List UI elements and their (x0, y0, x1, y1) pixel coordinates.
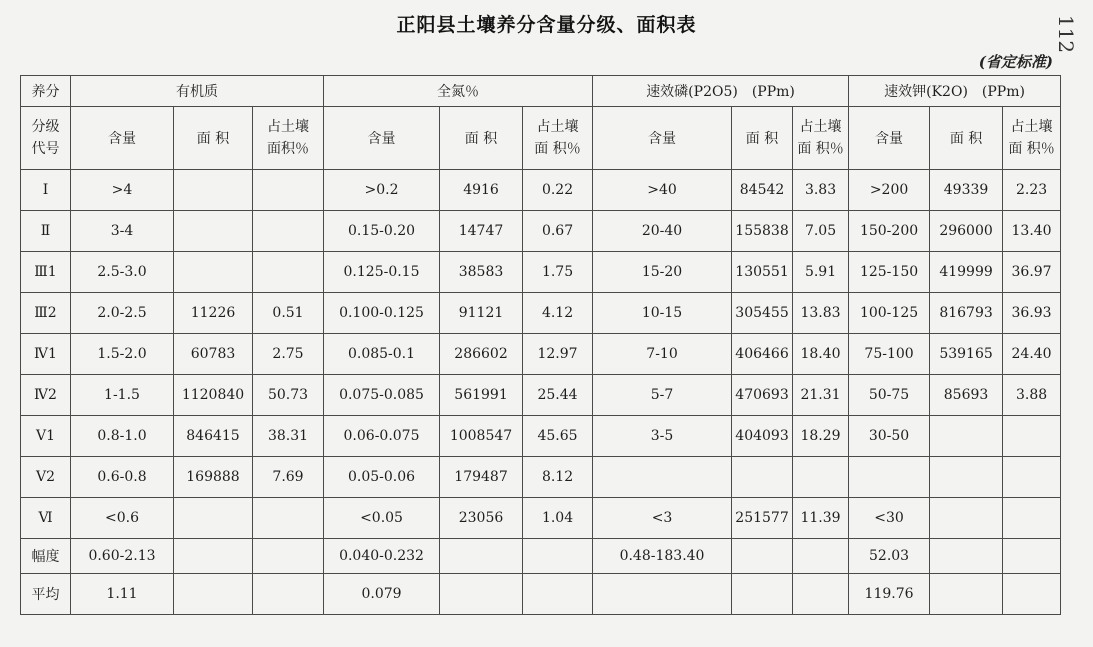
phosphorus-percent-line-1: 占土壤 (799, 119, 842, 135)
potassium-percent-line-2: 面 积％ (1008, 141, 1055, 157)
nitrogen-range: 0.040-0.232 (324, 539, 440, 574)
phosphorus-percent: 13.83 (793, 293, 849, 334)
nitrogen-percent: 12.97 (523, 334, 593, 375)
empty-cell (793, 574, 849, 615)
nitrogen-content: >0.2 (324, 170, 440, 211)
organic-percent-line-1: 占土壤 (267, 119, 309, 135)
potassium-area: 85693 (930, 375, 1003, 416)
nitrogen-content: 0.075-0.085 (324, 375, 440, 416)
phosphorus-percent: 21.31 (793, 375, 849, 416)
phosphorus-area: 155838 (732, 211, 793, 252)
empty-cell (523, 539, 593, 574)
potassium-content: 30-50 (849, 416, 930, 457)
organic-content: 2.5-3.0 (71, 252, 174, 293)
potassium-percent: 13.40 (1003, 211, 1061, 252)
phosphorus-range: 0.48-183.40 (593, 539, 732, 574)
potassium-area: 419999 (930, 252, 1003, 293)
organic-percent (253, 170, 324, 211)
page-number: 112 (1053, 14, 1078, 54)
phosphorus-content: >40 (593, 170, 732, 211)
organic-area: 169888 (174, 457, 253, 498)
empty-cell (174, 539, 253, 574)
phosphorus-area: 130551 (732, 252, 793, 293)
nitrogen-content: 0.15-0.20 (324, 211, 440, 252)
potassium-content: 100-125 (849, 293, 930, 334)
phosphorus-percent: 18.29 (793, 416, 849, 457)
potassium-percent: 24.40 (1003, 334, 1061, 375)
empty-cell (930, 539, 1003, 574)
organic-content: 1-1.5 (71, 375, 174, 416)
organic-area-header: 面 积 (174, 107, 253, 170)
nitrogen-average: 0.079 (324, 574, 440, 615)
potassium-content: >200 (849, 170, 930, 211)
nitrogen-content: 0.125-0.15 (324, 252, 440, 293)
nitrogen-area: 179487 (440, 457, 523, 498)
potassium-area-header: 面 积 (930, 107, 1003, 170)
grade-code: Ⅰ (21, 170, 71, 211)
nitrogen-percent-line-1: 占土壤 (536, 119, 579, 135)
group-header-phosphorus: 速效磷(P2O5) (PPm) (593, 76, 849, 107)
nitrogen-percent: 4.12 (523, 293, 593, 334)
empty-cell (253, 574, 324, 615)
nitrogen-percent-header (523, 107, 593, 170)
organic-percent: 0.51 (253, 293, 324, 334)
potassium-average: 119.76 (849, 574, 930, 615)
table-row (21, 170, 1061, 211)
standard-note: (省定标准) (978, 53, 1053, 71)
table-row (21, 211, 1061, 252)
organic-area (174, 498, 253, 539)
nitrogen-percent: 1.75 (523, 252, 593, 293)
nitrogen-area: 286602 (440, 334, 523, 375)
organic-percent-line-2: 面积％ (267, 141, 309, 157)
code-header-top: 养分 (21, 76, 71, 107)
phosphorus-area: 251577 (732, 498, 793, 539)
empty-cell (930, 574, 1003, 615)
organic-percent (253, 498, 324, 539)
potassium-area (930, 498, 1003, 539)
organic-range: 0.60-2.13 (71, 539, 174, 574)
organic-content: >4 (71, 170, 174, 211)
table-row (21, 457, 1061, 498)
empty-cell (440, 574, 523, 615)
nitrogen-percent: 25.44 (523, 375, 593, 416)
phosphorus-area-header: 面 积 (732, 107, 793, 170)
group-header-organic: 有机质 (71, 76, 324, 107)
header-row-columns (21, 107, 1061, 170)
phosphorus-area: 305455 (732, 293, 793, 334)
nitrogen-area: 1008547 (440, 416, 523, 457)
potassium-area: 296000 (930, 211, 1003, 252)
empty-cell (523, 574, 593, 615)
phosphorus-area: 404093 (732, 416, 793, 457)
nitrogen-area: 23056 (440, 498, 523, 539)
nitrogen-area: 91121 (440, 293, 523, 334)
potassium-percent-line-1: 占土壤 (1010, 119, 1053, 135)
grade-code: Ⅳ1 (21, 334, 71, 375)
potassium-range: 52.03 (849, 539, 930, 574)
potassium-content: 125-150 (849, 252, 930, 293)
grade-code: Ⅵ (21, 498, 71, 539)
grade-code: Ⅱ (21, 211, 71, 252)
nitrogen-area: 14747 (440, 211, 523, 252)
phosphorus-content: 5-7 (593, 375, 732, 416)
header-row-groups (21, 76, 1061, 107)
phosphorus-percent-line-2: 面 积％ (797, 141, 844, 157)
phosphorus-area: 470693 (732, 375, 793, 416)
nitrogen-percent: 45.65 (523, 416, 593, 457)
organic-content: 3-4 (71, 211, 174, 252)
average-label: 平均 (21, 574, 71, 615)
grade-code: Ⅲ1 (21, 252, 71, 293)
phosphorus-percent (793, 457, 849, 498)
grade-code: Ⅴ2 (21, 457, 71, 498)
organic-content: 0.6-0.8 (71, 457, 174, 498)
organic-percent: 50.73 (253, 375, 324, 416)
empty-cell (253, 539, 324, 574)
potassium-percent: 36.97 (1003, 252, 1061, 293)
potassium-percent: 36.93 (1003, 293, 1061, 334)
table-row (21, 293, 1061, 334)
code-header-line-2: 代号 (31, 141, 60, 157)
grade-code: Ⅴ1 (21, 416, 71, 457)
potassium-area: 816793 (930, 293, 1003, 334)
grade-code: Ⅳ2 (21, 375, 71, 416)
organic-area (174, 211, 253, 252)
potassium-area (930, 457, 1003, 498)
table-row (21, 252, 1061, 293)
group-header-nitrogen: 全氮％ (324, 76, 593, 107)
potassium-area: 49339 (930, 170, 1003, 211)
nitrogen-area: 38583 (440, 252, 523, 293)
nitrogen-percent: 1.04 (523, 498, 593, 539)
group-header-potassium: 速效钾(K2O) (PPm) (849, 76, 1061, 107)
organic-content: 0.8-1.0 (71, 416, 174, 457)
phosphorus-area (732, 457, 793, 498)
potassium-area (930, 416, 1003, 457)
organic-content: 2.0-2.5 (71, 293, 174, 334)
range-label: 幅度 (21, 539, 71, 574)
empty-cell (1003, 539, 1061, 574)
potassium-percent: 2.23 (1003, 170, 1061, 211)
phosphorus-content: 7-10 (593, 334, 732, 375)
potassium-content: 75-100 (849, 334, 930, 375)
table-row (21, 375, 1061, 416)
nitrogen-percent: 8.12 (523, 457, 593, 498)
phosphorus-content: 3-5 (593, 416, 732, 457)
potassium-content: <30 (849, 498, 930, 539)
phosphorus-content-header: 含量 (593, 107, 732, 170)
organic-area: 1120840 (174, 375, 253, 416)
organic-percent: 38.31 (253, 416, 324, 457)
potassium-percent: 3.88 (1003, 375, 1061, 416)
average-row (21, 574, 1061, 615)
table-row (21, 334, 1061, 375)
potassium-content-header: 含量 (849, 107, 930, 170)
organic-content-header: 含量 (71, 107, 174, 170)
code-header (21, 107, 71, 170)
phosphorus-percent: 11.39 (793, 498, 849, 539)
phosphorus-area: 406466 (732, 334, 793, 375)
range-row (21, 539, 1061, 574)
organic-area: 846415 (174, 416, 253, 457)
phosphorus-content: 20-40 (593, 211, 732, 252)
empty-cell (732, 574, 793, 615)
organic-percent-header (253, 107, 324, 170)
potassium-percent-header (1003, 107, 1061, 170)
nitrogen-percent-line-2: 面 积％ (534, 141, 581, 157)
nitrogen-content: 0.100-0.125 (324, 293, 440, 334)
nitrogen-area: 4916 (440, 170, 523, 211)
empty-cell (793, 539, 849, 574)
organic-average: 1.11 (71, 574, 174, 615)
grade-code: Ⅲ2 (21, 293, 71, 334)
phosphorus-percent: 18.40 (793, 334, 849, 375)
empty-cell (1003, 574, 1061, 615)
organic-area (174, 170, 253, 211)
empty-cell (732, 539, 793, 574)
empty-cell (440, 539, 523, 574)
empty-cell (174, 574, 253, 615)
organic-percent (253, 211, 324, 252)
phosphorus-percent: 3.83 (793, 170, 849, 211)
potassium-content: 150-200 (849, 211, 930, 252)
organic-area (174, 252, 253, 293)
phosphorus-percent: 5.91 (793, 252, 849, 293)
potassium-area: 539165 (930, 334, 1003, 375)
phosphorus-content: 10-15 (593, 293, 732, 334)
potassium-percent (1003, 457, 1061, 498)
nitrogen-area: 561991 (440, 375, 523, 416)
phosphorus-content: 15-20 (593, 252, 732, 293)
nitrogen-content-header: 含量 (324, 107, 440, 170)
potassium-content (849, 457, 930, 498)
nitrogen-area-header: 面 积 (440, 107, 523, 170)
nitrogen-content: 0.06-0.075 (324, 416, 440, 457)
phosphorus-percent: 7.05 (793, 211, 849, 252)
organic-content: 1.5-2.0 (71, 334, 174, 375)
potassium-content: 50-75 (849, 375, 930, 416)
potassium-percent (1003, 416, 1061, 457)
code-header-line-1: 分级 (31, 119, 60, 135)
table-row (21, 498, 1061, 539)
nitrogen-content: 0.085-0.1 (324, 334, 440, 375)
phosphorus-content: <3 (593, 498, 732, 539)
table-row (21, 416, 1061, 457)
phosphorus-area: 84542 (732, 170, 793, 211)
organic-percent (253, 252, 324, 293)
organic-content: <0.6 (71, 498, 174, 539)
phosphorus-average (593, 574, 732, 615)
nutrient-grading-table (20, 75, 1061, 615)
organic-area: 11226 (174, 293, 253, 334)
page-title: 正阳县土壤养分含量分级、面积表 (396, 14, 697, 36)
phosphorus-content (593, 457, 732, 498)
organic-area: 60783 (174, 334, 253, 375)
organic-percent: 2.75 (253, 334, 324, 375)
nitrogen-percent: 0.67 (523, 211, 593, 252)
phosphorus-percent-header (793, 107, 849, 170)
nitrogen-content: 0.05-0.06 (324, 457, 440, 498)
potassium-percent (1003, 498, 1061, 539)
organic-percent: 7.69 (253, 457, 324, 498)
nitrogen-percent: 0.22 (523, 170, 593, 211)
nitrogen-content: <0.05 (324, 498, 440, 539)
